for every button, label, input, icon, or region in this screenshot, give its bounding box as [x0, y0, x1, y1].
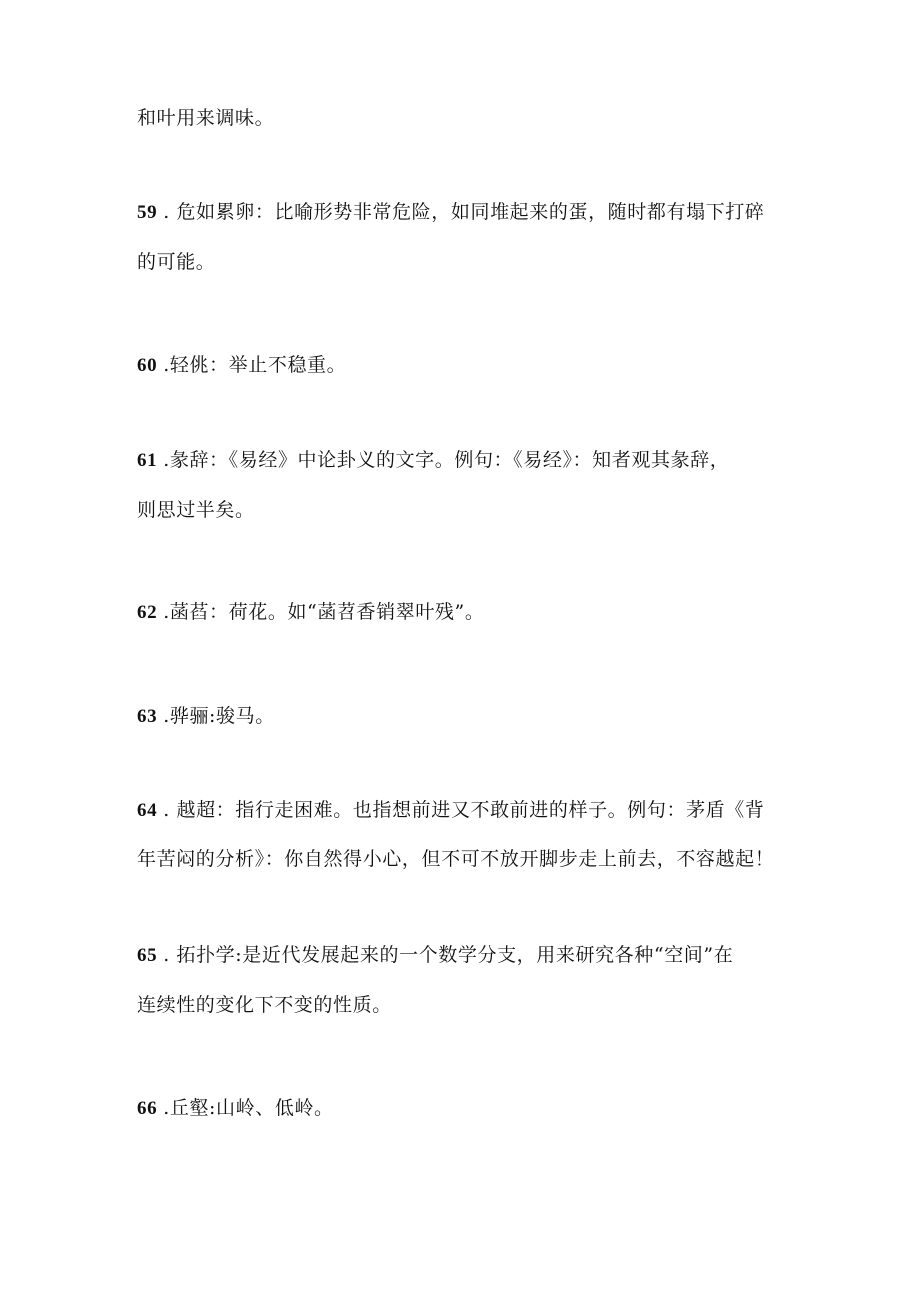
entry-number: 59	[137, 202, 158, 223]
entry-61-line-2	[137, 498, 255, 522]
entry-65-line-1	[137, 943, 733, 968]
entry-66-line-1	[137, 1096, 334, 1121]
entry-63-line-1	[137, 704, 275, 729]
entry-number: 65	[137, 945, 158, 966]
entry-65-line-2	[137, 993, 392, 1017]
entry-text: .骅骊:骏马。	[163, 705, 275, 727]
entry-text: .丘壑:山岭、低岭。	[163, 1097, 334, 1119]
entry-64-line-1	[137, 798, 764, 823]
entry-59-line-1	[137, 200, 764, 225]
entry-number: 62	[137, 602, 158, 623]
entry-text: . 危如累卵：比喻形势非常危险，如同堆起来的蛋，随时都有塌下打碎	[163, 201, 765, 223]
entry-text: 的可能。	[137, 251, 216, 273]
entry-text: 连续性的变化下不变的性质。	[137, 994, 392, 1016]
entry-text: . 拓扑学:是近代发展起来的一个数学分支，用来研究各种“空间”在	[163, 944, 734, 966]
entry-61-line-1	[137, 448, 729, 473]
entry-text: .菡萏：荷花。如“菡苕香销翠叶残”。	[163, 601, 485, 623]
entry-text: .彖辞：《易经》中论卦义的文字。例句：《易经》：知者观其彖辞，	[163, 449, 730, 471]
entry-64-line-2	[137, 847, 774, 871]
entry-text: . 越超：指行走困难。也指想前进又不敢前进的样子。例句：茅盾《背	[163, 799, 765, 821]
entry-59-line-2	[137, 250, 215, 274]
entry-62-line-1	[137, 600, 484, 625]
entry-number: 60	[137, 355, 158, 376]
entry-60-line-1	[137, 353, 346, 378]
entry-number: 64	[137, 800, 158, 821]
entry-number: 61	[137, 450, 158, 471]
entry-text: 则思过半矣。	[137, 499, 255, 521]
entry-text: 和叶用来调味。	[137, 107, 275, 129]
entry-number: 66	[137, 1098, 158, 1119]
entry-number: 63	[137, 706, 158, 727]
entry-text: .轻佻：举止不稳重。	[163, 354, 347, 376]
entry-text: 年苦闷的分析》：你自然得小心，但不可不放开脚步走上前去，不容越起！	[137, 848, 775, 870]
entry-58-continuation	[137, 106, 274, 130]
